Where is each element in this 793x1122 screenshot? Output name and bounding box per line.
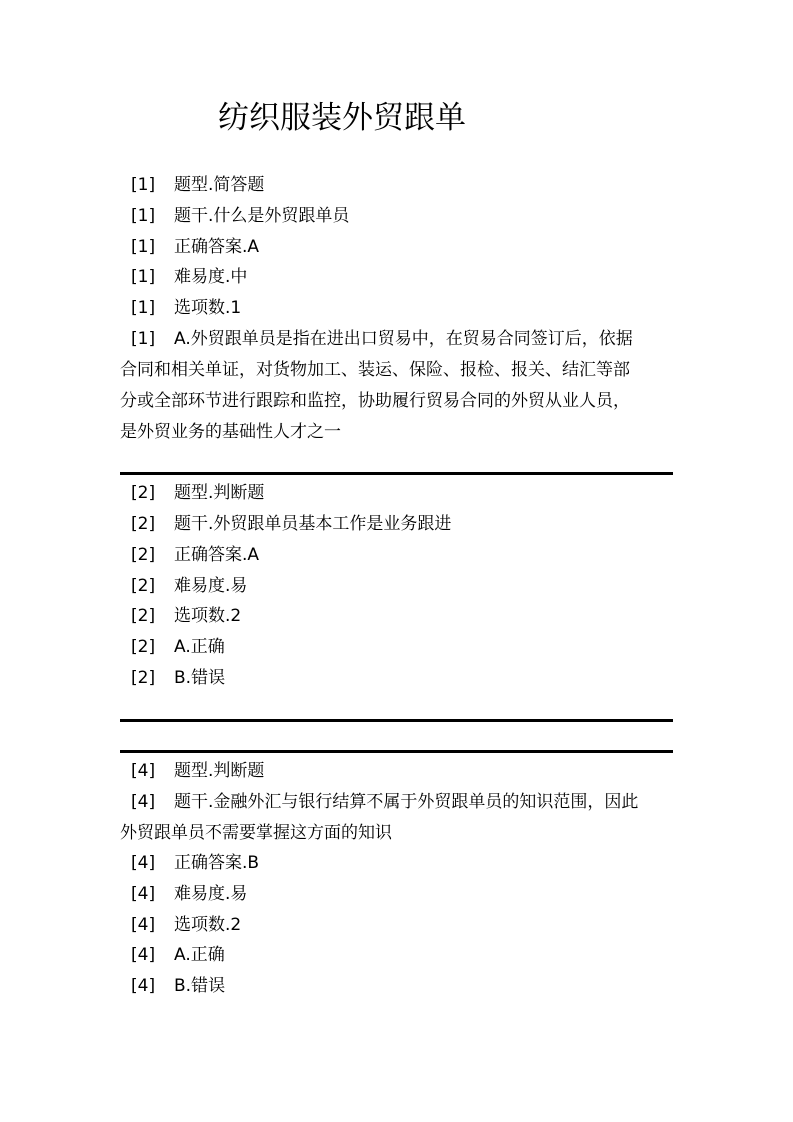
- question-number: [4]: [131, 761, 156, 781]
- option-continuation: 分或全部环节进行跟踪和监控，协助履行贸易合同的外贸从业人员，: [120, 391, 630, 411]
- question-answer: 正确答案.A: [174, 545, 260, 565]
- question-number: [2]: [131, 514, 156, 534]
- question-difficulty: 难易度.易: [174, 884, 248, 904]
- question-number: [4]: [131, 945, 156, 965]
- question-option-a: A.外贸跟单员是指在进出口贸易中，在贸易合同签订后，依据: [174, 329, 633, 349]
- section-divider: [120, 750, 673, 753]
- section-divider: [120, 719, 673, 722]
- document-title: 纺织服装外贸跟单: [218, 100, 466, 136]
- question-number: [4]: [131, 976, 156, 996]
- question-number: [4]: [131, 915, 156, 935]
- question-difficulty: 难易度.易: [174, 576, 248, 596]
- question-number: [1]: [131, 298, 156, 318]
- question-option-count: 选项数.2: [174, 915, 242, 935]
- question-type: 题型.判断题: [174, 761, 265, 781]
- question-answer: 正确答案.A: [174, 237, 260, 257]
- question-number: [2]: [131, 637, 156, 657]
- question-option-b: B.错误: [174, 668, 226, 688]
- question-option-count: 选项数.1: [174, 298, 242, 318]
- question-number: [2]: [131, 606, 156, 626]
- question-stem: 题干.金融外汇与银行结算不属于外贸跟单员的知识范围，因此: [174, 792, 639, 812]
- question-type: 题型.简答题: [174, 175, 265, 195]
- question-answer: 正确答案.B: [174, 853, 260, 873]
- question-number: [2]: [131, 483, 156, 503]
- question-number: [2]: [131, 668, 156, 688]
- question-stem: 题干.什么是外贸跟单员: [174, 206, 350, 226]
- question-number: [4]: [131, 853, 156, 873]
- question-number: [1]: [131, 237, 156, 257]
- question-difficulty: 难易度.中: [174, 267, 248, 287]
- question-type: 题型.判断题: [174, 483, 265, 503]
- question-number: [1]: [131, 329, 156, 349]
- option-continuation: 是外贸业务的基础性人才之一: [120, 422, 341, 442]
- stem-continuation: 外贸跟单员不需要掌握这方面的知识: [120, 823, 392, 843]
- question-number: [1]: [131, 206, 156, 226]
- question-number: [1]: [131, 175, 156, 195]
- question-number: [1]: [131, 267, 156, 287]
- option-continuation: 合同和相关单证，对货物加工、装运、保险、报检、报关、结汇等部: [120, 360, 630, 380]
- question-number: [4]: [131, 792, 156, 812]
- section-divider: [120, 472, 673, 475]
- question-option-b: B.错误: [174, 976, 226, 996]
- question-option-count: 选项数.2: [174, 606, 242, 626]
- question-option-a: A.正确: [174, 945, 225, 965]
- question-number: [2]: [131, 545, 156, 565]
- question-number: [2]: [131, 576, 156, 596]
- question-option-a: A.正确: [174, 637, 225, 657]
- question-number: [4]: [131, 884, 156, 904]
- question-stem: 题干.外贸跟单员基本工作是业务跟进: [174, 514, 452, 534]
